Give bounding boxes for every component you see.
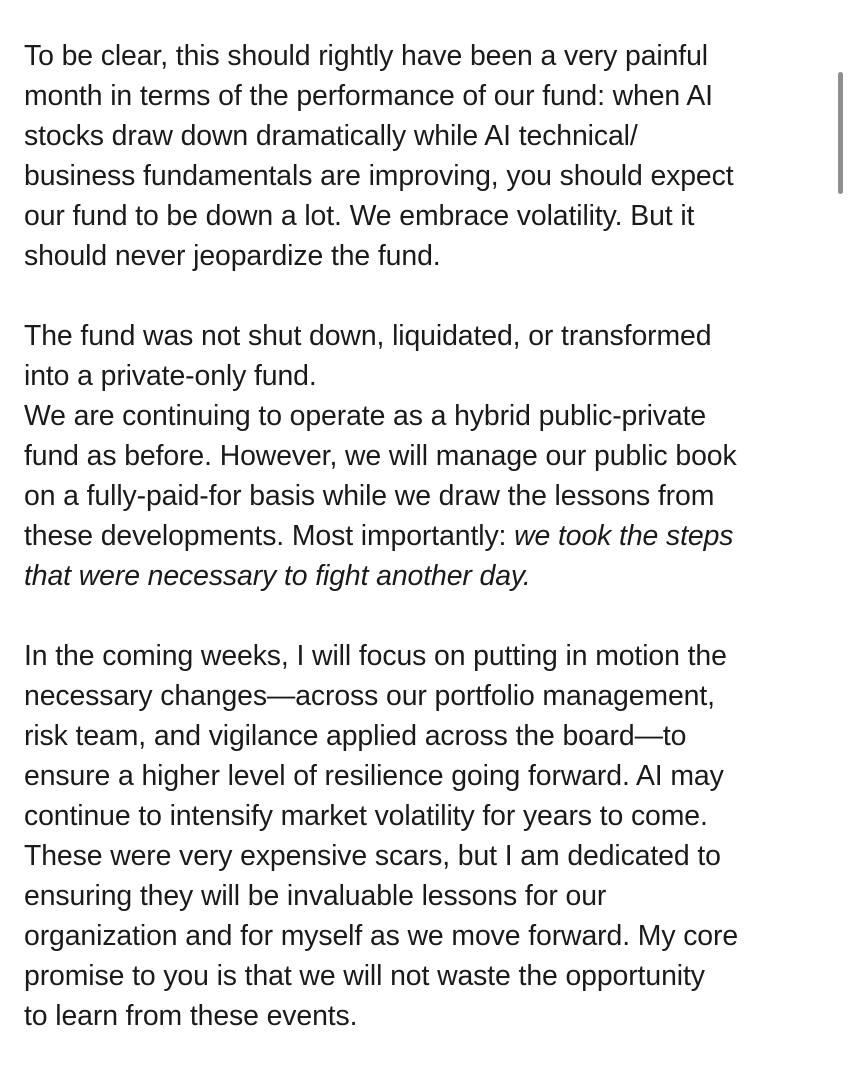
- text-line: [24, 396, 834, 436]
- text-line: [24, 956, 834, 996]
- text-run: month in terms of the performance of our fund: when AI: [24, 80, 713, 112]
- text-line: [24, 196, 834, 236]
- text-run: The fund was not shut down, liquidated, or transformed: [24, 320, 712, 352]
- text-run: risk team, and vigilance applied across the board—to: [24, 720, 687, 752]
- text-run: fund as before. However, we will manage our public book: [24, 440, 737, 472]
- text-run: We are continuing to operate as a hybrid public-private: [24, 400, 707, 432]
- text-line: [24, 676, 834, 716]
- text-run: these developments. Most importantly:: [24, 520, 515, 552]
- text-line: [24, 916, 834, 956]
- text-run: ensure a higher level of resilience going forward. AI may: [24, 760, 724, 792]
- italic-text-run: that were necessary to fight another day.: [24, 560, 531, 592]
- text-line: [24, 476, 834, 516]
- text-line: [24, 716, 834, 756]
- text-run: promise to you is that we will not waste the opportunity: [24, 960, 705, 992]
- text-line: [24, 556, 834, 596]
- text-run: To be clear, this should rightly have been a very painful: [24, 40, 708, 72]
- text-run: In the coming weeks, I will focus on putting in motion the: [24, 640, 727, 672]
- letter-body: [24, 36, 834, 1076]
- text-run: our fund to be down a lot. We embrace volatility. But it: [24, 200, 695, 232]
- text-run: business fundamentals are improving, you should expect: [24, 160, 734, 192]
- text-line: [24, 316, 834, 356]
- text-run: organization and for myself as we move forward. My core: [24, 920, 739, 952]
- vertical-scrollbar[interactable]: [838, 72, 843, 194]
- paragraph: [24, 636, 834, 1036]
- text-line: [24, 356, 834, 396]
- text-run: should never jeopardize the fund.: [24, 240, 441, 272]
- text-line: [24, 796, 834, 836]
- text-line: [24, 116, 834, 156]
- text-run: continue to intensify market volatility for years to come.: [24, 800, 708, 832]
- text-line: [24, 236, 834, 276]
- text-run: to learn from these events.: [24, 1000, 358, 1032]
- text-line: [24, 636, 834, 676]
- text-run: necessary changes—across our portfolio management,: [24, 680, 715, 712]
- text-line: [24, 996, 834, 1036]
- text-line: [24, 516, 834, 556]
- text-run: stocks draw down dramatically while AI technical/: [24, 120, 638, 152]
- text-run: These were very expensive scars, but I am dedicated to: [24, 840, 721, 872]
- text-run: on a fully-paid-for basis while we draw the lessons from: [24, 480, 715, 512]
- italic-text-run: we took the steps: [514, 520, 734, 552]
- paragraph: [24, 316, 834, 596]
- text-run: into a private-only fund.: [24, 360, 317, 392]
- text-line: [24, 76, 834, 116]
- text-run: ensuring they will be invaluable lessons for our: [24, 880, 607, 912]
- text-line: [24, 876, 834, 916]
- text-line: [24, 756, 834, 796]
- text-line: [24, 36, 834, 76]
- paragraph: [24, 36, 834, 276]
- text-line: [24, 436, 834, 476]
- text-line: [24, 836, 834, 876]
- text-line: [24, 156, 834, 196]
